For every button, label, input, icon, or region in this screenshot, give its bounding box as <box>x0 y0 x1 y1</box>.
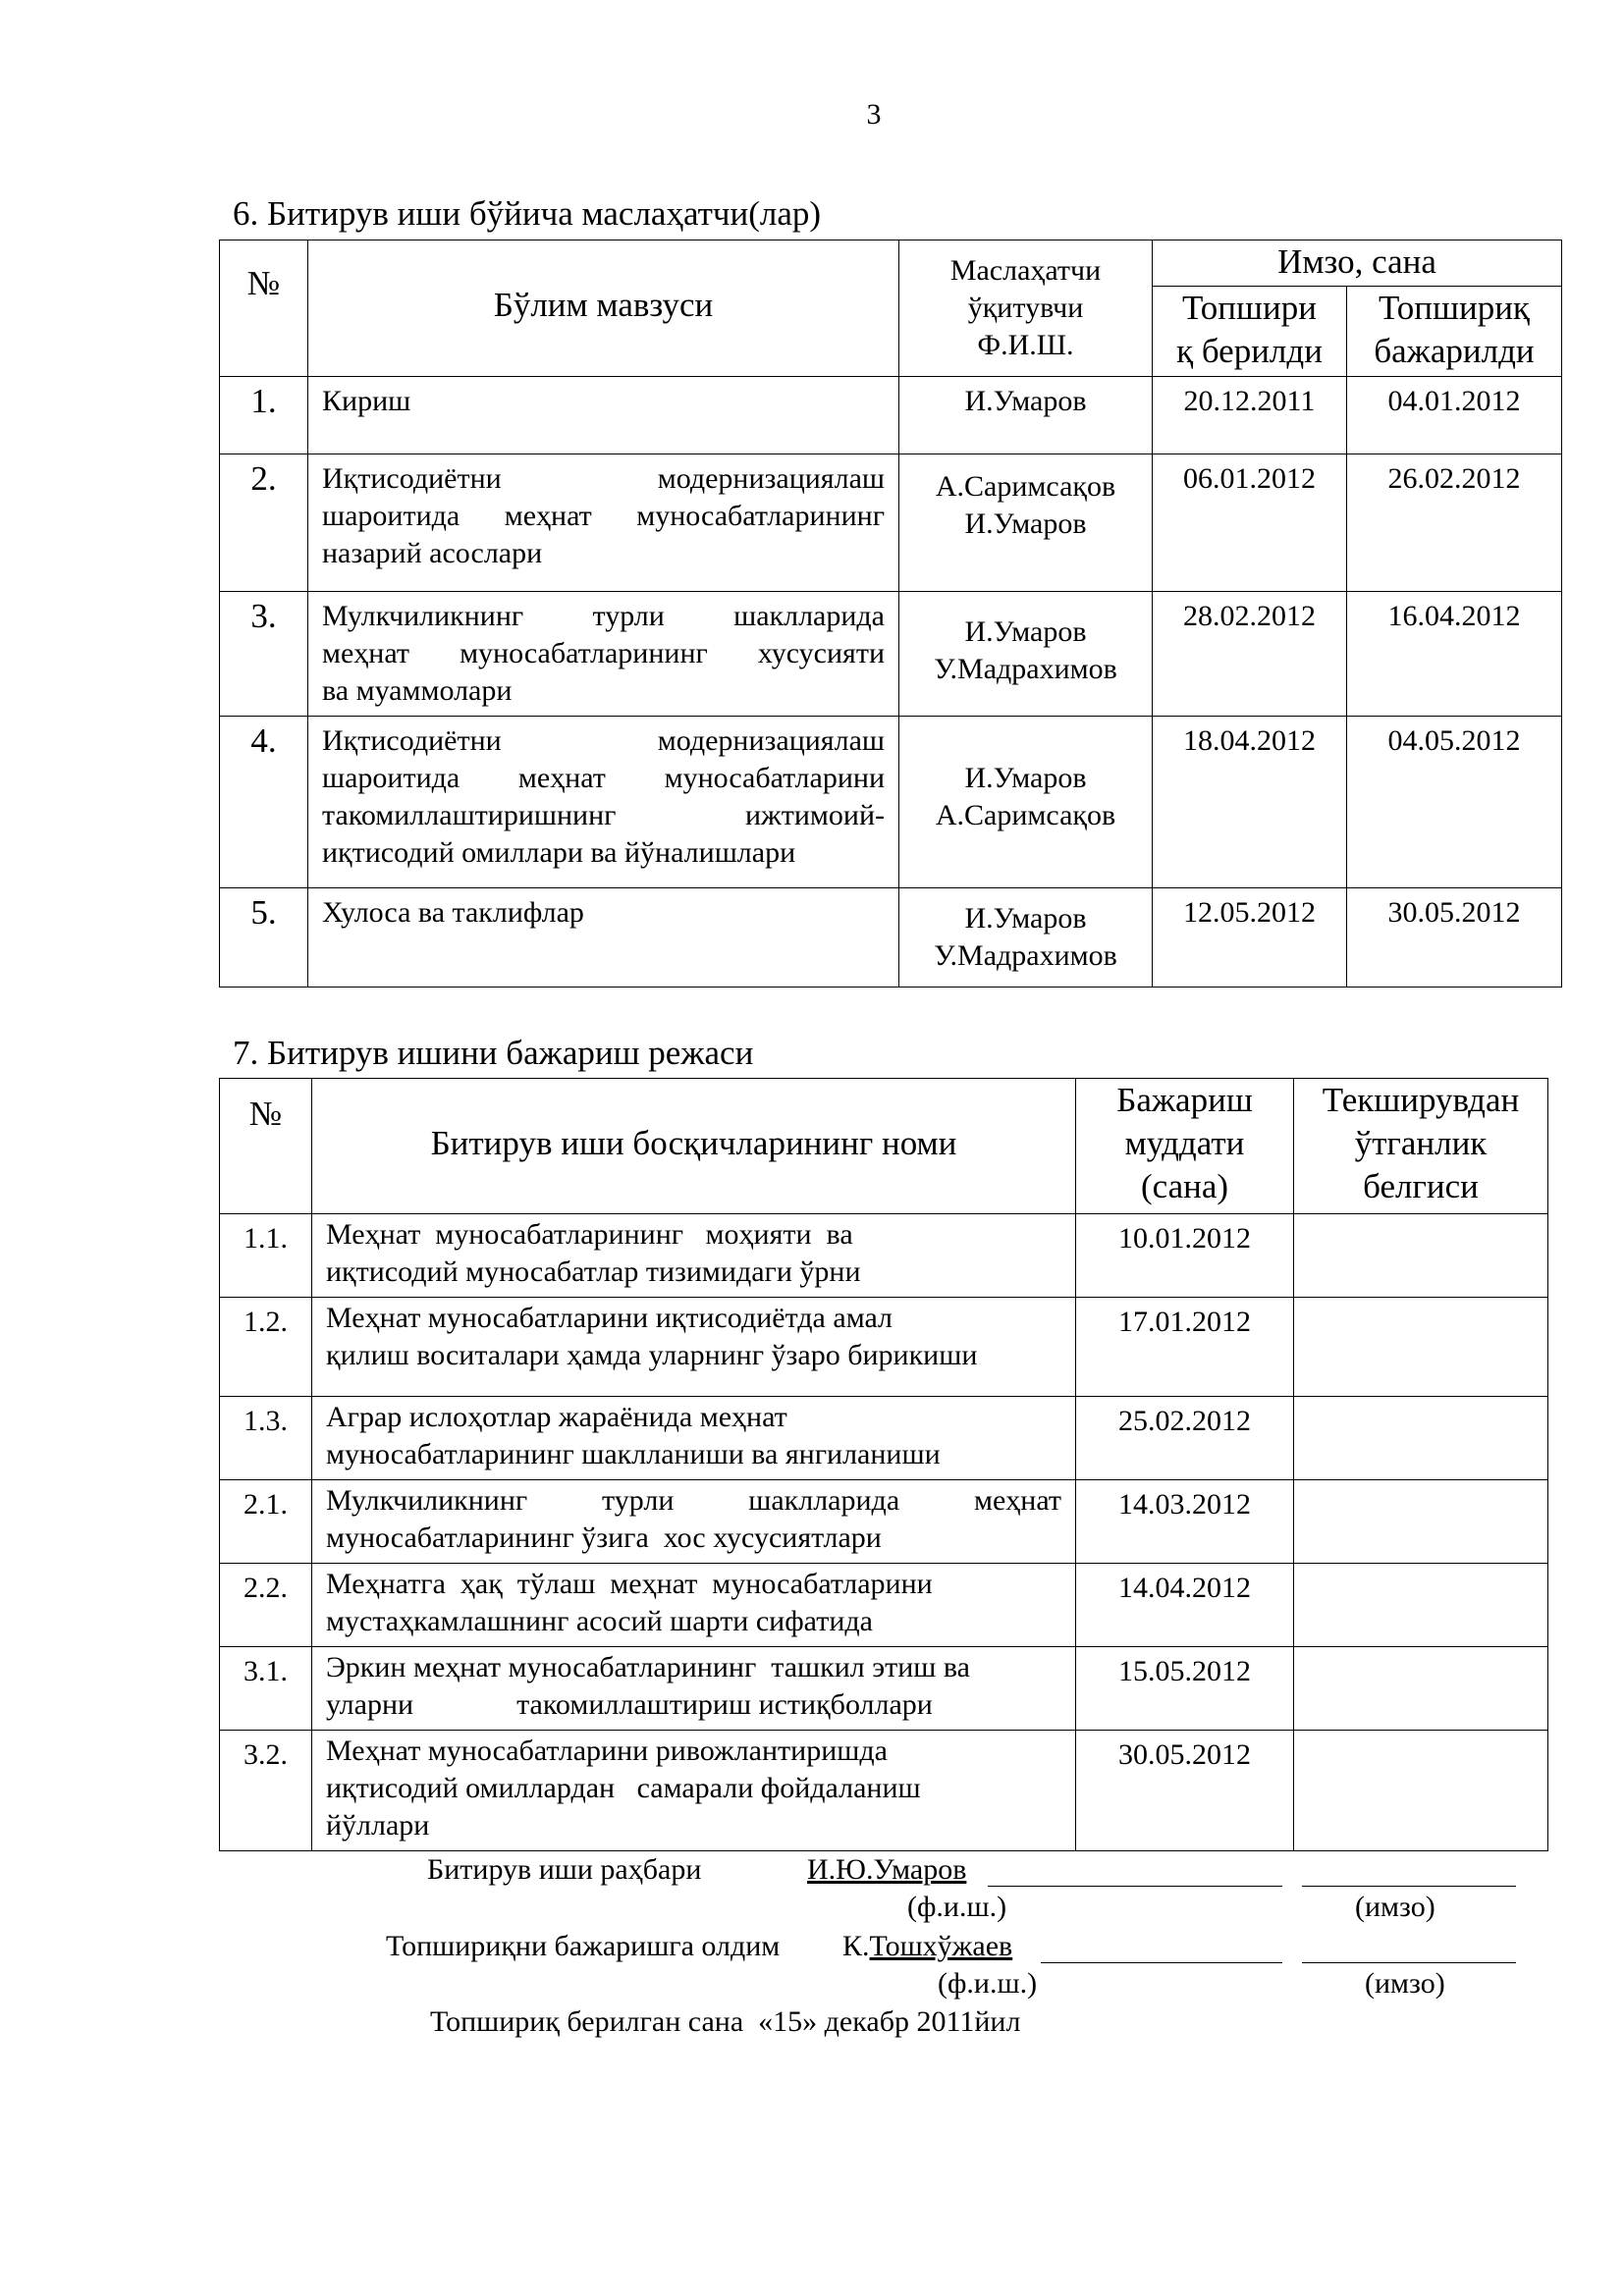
topic-line: ва муаммолари <box>322 674 513 707</box>
row-date: 30.05.2012 <box>1076 1731 1294 1851</box>
advisor-name: И.Умаров <box>964 385 1087 417</box>
deadline-header-line2: муддати <box>1124 1124 1245 1162</box>
stage-line: мустаҳкамлашнинг асосий шарти сифатида <box>326 1605 873 1637</box>
row-stage <box>312 1564 1076 1647</box>
col-header-stage: Битирув иши босқичларининг номи <box>312 1079 1076 1214</box>
topic-line: Хулоса ва таклифлар <box>322 896 584 929</box>
row-number: 1.2. <box>220 1298 312 1397</box>
topic-line: Иқтисодиётни модернизациялаш <box>322 462 885 495</box>
row-stage <box>312 1214 1076 1298</box>
table-row <box>220 1480 1548 1564</box>
table-row <box>220 1214 1548 1298</box>
student-surname: Тошхўжаев <box>869 1930 1013 1962</box>
stage-line: Мулкчиликнинг турли шаклларида меҳнат <box>326 1484 1061 1517</box>
row-number: 1.1. <box>220 1214 312 1298</box>
row-given-date: 18.04.2012 <box>1153 717 1347 888</box>
row-topic <box>308 592 899 717</box>
deadline-header-line1: Бажариш <box>1116 1081 1253 1119</box>
advisor-name: А.Саримсақов <box>935 799 1116 831</box>
advisor-header-line2: ўқитувчи <box>967 292 1084 324</box>
advisor-name: У.Мадрахимов <box>934 939 1117 972</box>
row-number: 3.1. <box>220 1647 312 1731</box>
supervisor-name-line <box>988 1886 1282 1887</box>
row-given-date: 06.01.2012 <box>1153 454 1347 592</box>
supervisor-fio-hint: (ф.и.ш.) <box>907 1891 1007 1923</box>
col-header-num: № <box>220 240 308 377</box>
row-topic <box>308 454 899 592</box>
row-check-mark <box>1294 1298 1548 1397</box>
topic-line: такомиллаштиришнинг ижтимоий- <box>322 799 885 831</box>
supervisor-sign-hint: (имзо) <box>1355 1891 1435 1923</box>
row-stage <box>312 1731 1076 1851</box>
row-stage <box>312 1647 1076 1731</box>
topic-line: назарий асослари <box>322 537 543 569</box>
row-date: 14.04.2012 <box>1076 1564 1294 1647</box>
stage-line: йўллари <box>326 1809 430 1842</box>
table-row <box>220 377 1562 454</box>
stage-line: қилиш воситалари ҳамда уларнинг ўзаро бирикиши <box>326 1339 978 1371</box>
row-check-mark <box>1294 1731 1548 1851</box>
page-number: 3 <box>866 98 882 131</box>
row-done-date: 26.02.2012 <box>1347 454 1562 592</box>
row-done-date: 04.01.2012 <box>1347 377 1562 454</box>
section6-title: 6. Битирув иши бўйича маслаҳатчи(лар) <box>233 194 822 233</box>
row-number: 2.2. <box>220 1564 312 1647</box>
topic-line: иқтисодий омиллари ва йўналишлари <box>322 836 796 869</box>
issued-label: Топшириқ берилган сана <box>430 2005 744 2038</box>
row-date: 15.05.2012 <box>1076 1647 1294 1731</box>
advisor-header-line3: Ф.И.Ш. <box>977 329 1074 361</box>
table-row <box>220 717 1562 888</box>
row-number: 2.1. <box>220 1480 312 1564</box>
col-header-signature: Имзо, сана <box>1153 240 1562 287</box>
col-header-num: № <box>220 1079 312 1214</box>
row-check-mark <box>1294 1647 1548 1731</box>
row-advisor <box>899 592 1153 717</box>
student-sign-hint: (имзо) <box>1365 1967 1445 2000</box>
table-row <box>220 592 1562 717</box>
row-stage <box>312 1298 1076 1397</box>
col-header-deadline <box>1076 1079 1294 1214</box>
issued-date-line <box>430 2005 1020 2039</box>
table-row <box>220 888 1562 988</box>
topic-line: меҳнат муносабатларининг хусусияти <box>322 637 885 669</box>
check-header-line3: белгиси <box>1363 1167 1479 1205</box>
row-advisor <box>899 377 1153 454</box>
row-date: 25.02.2012 <box>1076 1397 1294 1480</box>
topic-line: Кириш <box>322 385 411 417</box>
row-topic <box>308 717 899 888</box>
row-done-date: 04.05.2012 <box>1347 717 1562 888</box>
row-topic <box>308 377 899 454</box>
advisor-name: И.Умаров <box>964 762 1087 794</box>
row-advisor <box>899 888 1153 988</box>
done-header-line2: бажарилди <box>1374 332 1535 370</box>
row-given-date: 20.12.2011 <box>1153 377 1347 454</box>
advisor-name: И.Умаров <box>964 615 1087 648</box>
row-done-date: 16.04.2012 <box>1347 592 1562 717</box>
row-number: 3.2. <box>220 1731 312 1851</box>
student-fio-hint: (ф.и.ш.) <box>938 1967 1038 2000</box>
advisor-name: И.Умаров <box>964 507 1087 540</box>
row-given-date: 12.05.2012 <box>1153 888 1347 988</box>
row-done-date: 30.05.2012 <box>1347 888 1562 988</box>
advisor-name: У.Мадрахимов <box>934 653 1117 685</box>
student-name <box>842 1930 1012 1963</box>
row-check-mark <box>1294 1397 1548 1480</box>
row-topic <box>308 888 899 988</box>
stage-line: муносабатларининг ўзига хос хусусиятлари <box>326 1522 882 1554</box>
stage-line: Аграр ислоҳотлар жараёнида меҳнат <box>326 1401 787 1433</box>
col-header-done <box>1347 287 1562 377</box>
student-label: Топшириқни бажаришга олдим <box>386 1930 781 1962</box>
check-header-line1: Текширувдан <box>1322 1081 1520 1119</box>
supervisor-name: И.Ю.Умаров <box>807 1853 967 1886</box>
col-header-given <box>1153 287 1347 377</box>
given-header-line2: қ берилди <box>1176 332 1323 370</box>
row-check-mark <box>1294 1214 1548 1298</box>
stage-line: иқтисодий муносабатлар тизимидаги ўрни <box>326 1255 861 1288</box>
col-header-check <box>1294 1079 1548 1214</box>
advisor-header-line1: Маслаҳатчи <box>949 254 1102 287</box>
issued-date: «15» декабр 2011йил <box>758 2005 1021 2038</box>
stage-line: Меҳнат муносабатларининг моҳияти ва <box>326 1218 853 1251</box>
row-number: 4. <box>220 717 308 888</box>
topic-line: Иқтисодиётни модернизациялаш <box>322 724 885 757</box>
table-row <box>220 1397 1548 1480</box>
row-advisor <box>899 454 1153 592</box>
row-number: 1. <box>220 377 308 454</box>
row-date: 17.01.2012 <box>1076 1298 1294 1397</box>
stage-line: Меҳнат муносабатларини иқтисодиётда амал <box>326 1302 893 1334</box>
done-header-line1: Топшириқ <box>1379 289 1530 327</box>
topic-line: шароитида меҳнат муносабатларининг <box>322 500 885 532</box>
stage-line: Меҳнатга ҳақ тўлаш меҳнат муносабатларини <box>326 1568 933 1600</box>
row-number: 1.3. <box>220 1397 312 1480</box>
topic-line: Мулкчиликнинг турли шаклларида <box>322 600 885 632</box>
student-signature-line <box>1302 1962 1516 1963</box>
stage-line: Меҳнат муносабатларини ривожлантиришда <box>326 1735 888 1767</box>
row-advisor <box>899 717 1153 888</box>
deadline-header-line3: (сана) <box>1140 1167 1229 1205</box>
advisor-name: А.Саримсақов <box>935 470 1116 503</box>
student-name-prefix: К. <box>842 1930 870 1962</box>
row-number: 5. <box>220 888 308 988</box>
advisor-name: И.Умаров <box>964 902 1087 934</box>
table-row <box>220 1731 1548 1851</box>
col-header-advisor <box>899 240 1153 377</box>
col-header-topic: Бўлим мавзуси <box>308 240 899 377</box>
row-number: 2. <box>220 454 308 592</box>
plan-table <box>219 1078 1548 1851</box>
row-stage <box>312 1397 1076 1480</box>
row-number: 3. <box>220 592 308 717</box>
table-row <box>220 1298 1548 1397</box>
supervisor-label: Битирув иши раҳбари <box>427 1853 702 1886</box>
row-date: 14.03.2012 <box>1076 1480 1294 1564</box>
advisors-table <box>219 240 1562 988</box>
supervisor-signature-line <box>1302 1886 1516 1887</box>
stage-line: муносабатларининг шаклланиши ва янгиланиши <box>326 1438 941 1470</box>
row-check-mark <box>1294 1480 1548 1564</box>
row-check-mark <box>1294 1564 1548 1647</box>
stage-line: Эркин меҳнат муносабатларининг ташкил этиш ва <box>326 1651 970 1683</box>
table-row <box>220 1564 1548 1647</box>
table-row <box>220 1647 1548 1731</box>
table-row <box>220 454 1562 592</box>
row-stage <box>312 1480 1076 1564</box>
student-name-line <box>1041 1962 1282 1963</box>
row-given-date: 28.02.2012 <box>1153 592 1347 717</box>
given-header-line1: Топшири <box>1182 289 1317 327</box>
section7-title: 7. Битирув ишини бажариш режаси <box>233 1034 754 1072</box>
stage-line: иқтисодий омиллардан самарали фойдаланиш <box>326 1772 921 1804</box>
topic-line: шароитида меҳнат муносабатларини <box>322 762 885 794</box>
check-header-line2: ўтганлик <box>1354 1124 1488 1162</box>
stage-line: уларни такомиллаштириш истиқболлари <box>326 1688 933 1721</box>
row-date: 10.01.2012 <box>1076 1214 1294 1298</box>
